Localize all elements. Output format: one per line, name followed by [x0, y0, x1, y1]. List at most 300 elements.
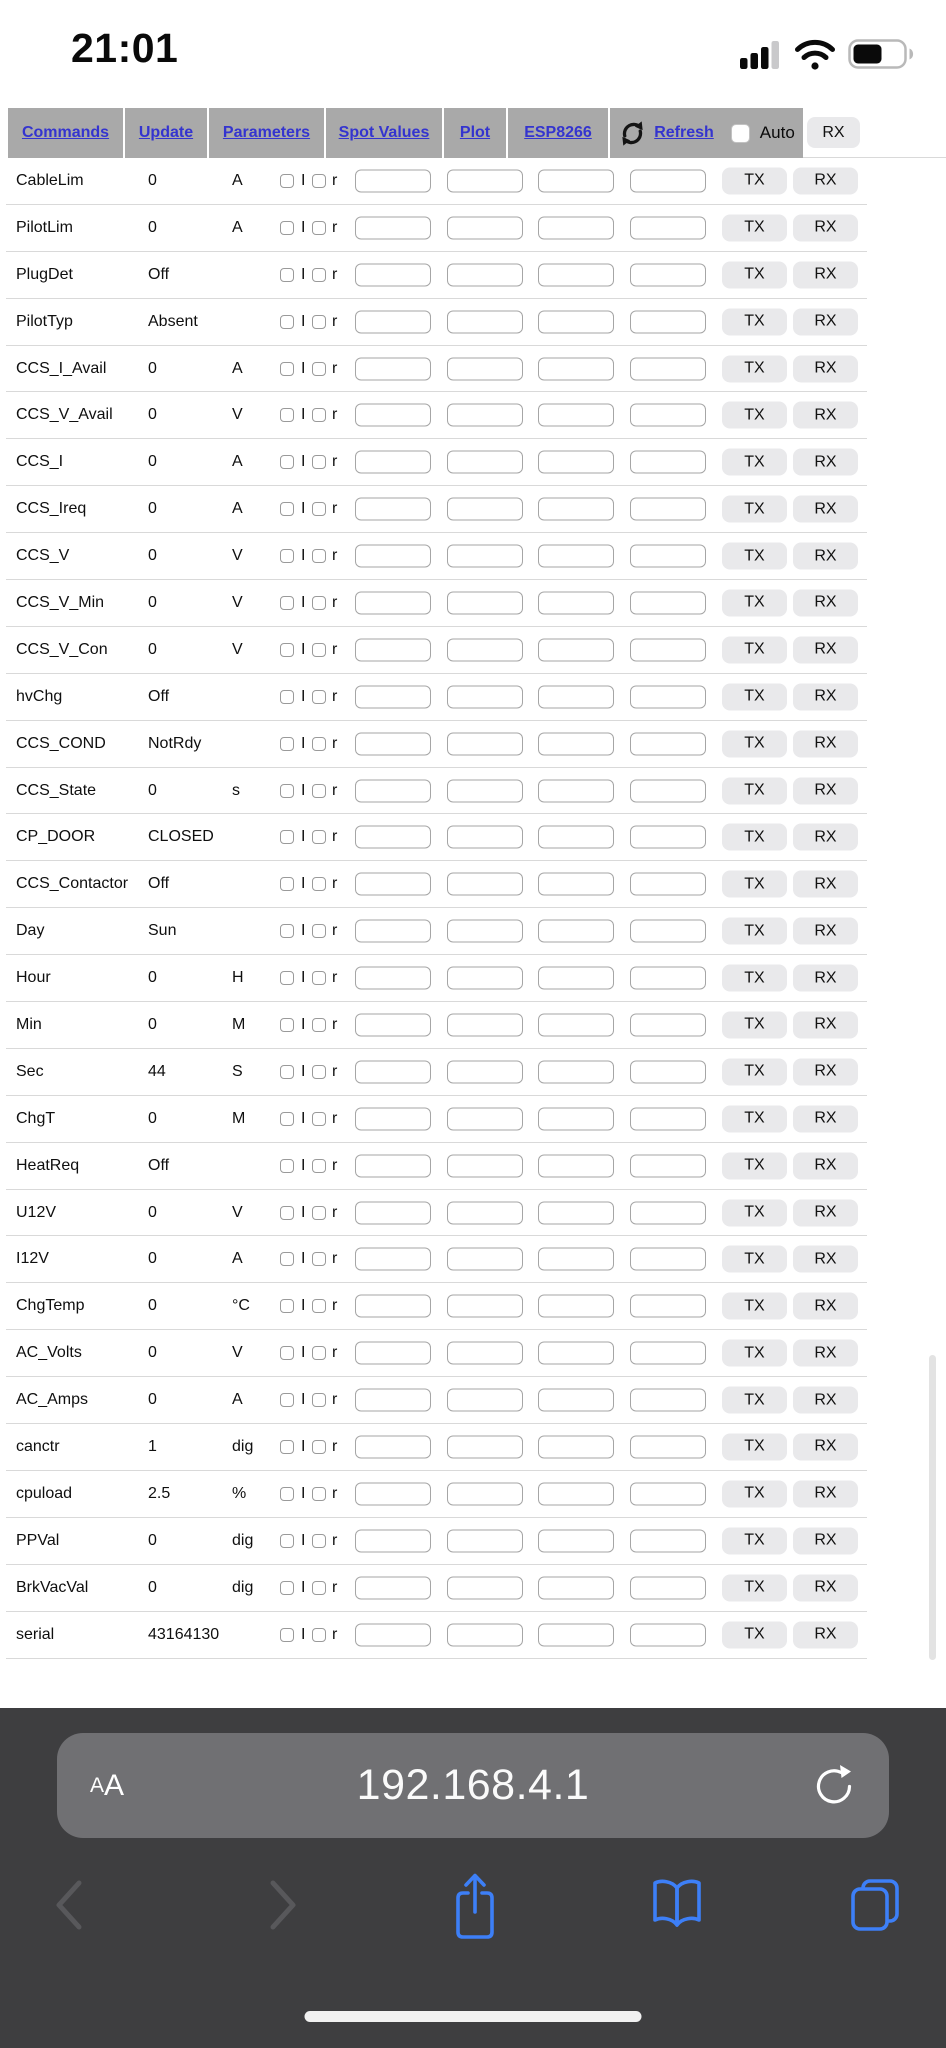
- nav-link-parameters[interactable]: Parameters: [222, 124, 311, 141]
- value-input-3[interactable]: [538, 498, 614, 521]
- value-input-4[interactable]: [630, 1623, 706, 1646]
- checkbox-I[interactable]: [280, 1112, 294, 1126]
- value-input-1[interactable]: [355, 1482, 431, 1505]
- value-input-3[interactable]: [538, 967, 614, 990]
- value-input-1[interactable]: [355, 1576, 431, 1599]
- rx-button[interactable]: RX: [793, 1480, 858, 1507]
- checkbox-I-label: I: [301, 593, 306, 611]
- value-input-4[interactable]: [630, 873, 706, 896]
- checkbox-I[interactable]: [280, 1206, 294, 1220]
- checkbox-I[interactable]: [280, 737, 294, 751]
- value-input-4[interactable]: [630, 1154, 706, 1177]
- value-input-1[interactable]: [355, 404, 431, 427]
- home-indicator[interactable]: [305, 2011, 642, 2022]
- value-input-2[interactable]: [447, 498, 523, 521]
- bookmarks-icon[interactable]: [649, 1876, 705, 1934]
- value-input-1[interactable]: [355, 967, 431, 990]
- checkbox-r-label: r: [332, 453, 338, 471]
- value-input-3[interactable]: [538, 732, 614, 755]
- value-input-1[interactable]: [355, 638, 431, 661]
- value-input-2[interactable]: [447, 1154, 523, 1177]
- rx-button[interactable]: RX: [793, 1621, 858, 1648]
- value-input-4[interactable]: [630, 1107, 706, 1130]
- value-input-1[interactable]: [355, 826, 431, 849]
- rx-button[interactable]: RX: [793, 355, 858, 382]
- value-input-2[interactable]: [447, 732, 523, 755]
- value-input-2[interactable]: [447, 1107, 523, 1130]
- rx-button[interactable]: RX: [793, 449, 858, 476]
- value-input-2[interactable]: [447, 967, 523, 990]
- value-input-3[interactable]: [538, 1623, 614, 1646]
- checkbox-r-label: r: [332, 828, 338, 846]
- value-input-3[interactable]: [538, 1201, 614, 1224]
- value-input-2[interactable]: [447, 1576, 523, 1599]
- value-input-4[interactable]: [630, 451, 706, 474]
- tx-button[interactable]: TX: [722, 1011, 787, 1038]
- value-input-3[interactable]: [538, 1482, 614, 1505]
- value-input-4[interactable]: [630, 498, 706, 521]
- checkbox-I[interactable]: [280, 1440, 294, 1454]
- checkbox-r[interactable]: [312, 1299, 326, 1313]
- checkbox-r[interactable]: [312, 502, 326, 516]
- param-name: CCS_I_Avail: [16, 359, 107, 377]
- value-input-1[interactable]: [355, 498, 431, 521]
- value-input-3[interactable]: [538, 1435, 614, 1458]
- checkbox-r[interactable]: [312, 643, 326, 657]
- rx-button[interactable]: RX: [793, 636, 858, 663]
- tx-button[interactable]: TX: [722, 918, 787, 945]
- value-input-1[interactable]: [355, 263, 431, 286]
- value-input-2[interactable]: [447, 920, 523, 943]
- param-value: 0: [148, 593, 157, 611]
- value-input-4[interactable]: [630, 591, 706, 614]
- value-input-1[interactable]: [355, 1060, 431, 1083]
- checkbox-I[interactable]: [280, 455, 294, 469]
- value-input-4[interactable]: [630, 1201, 706, 1224]
- checkbox-r[interactable]: [312, 362, 326, 376]
- value-input-3[interactable]: [538, 357, 614, 380]
- checkbox-r[interactable]: [312, 1018, 326, 1032]
- tx-button[interactable]: TX: [722, 824, 787, 851]
- value-input-2[interactable]: [447, 545, 523, 568]
- rx-button[interactable]: RX: [793, 1340, 858, 1367]
- checkbox-r-label: r: [332, 1578, 338, 1596]
- tx-button[interactable]: TX: [722, 636, 787, 663]
- checkbox-I[interactable]: [280, 971, 294, 985]
- rx-button[interactable]: RX: [793, 1011, 858, 1038]
- value-input-4[interactable]: [630, 638, 706, 661]
- checkbox-I[interactable]: [280, 784, 294, 798]
- checkbox-r[interactable]: [312, 455, 326, 469]
- rx-button[interactable]: RX: [793, 777, 858, 804]
- share-icon[interactable]: [449, 1870, 501, 1942]
- value-input-2[interactable]: [447, 1623, 523, 1646]
- tx-button[interactable]: TX: [722, 1387, 787, 1414]
- value-input-1[interactable]: [355, 1295, 431, 1318]
- checkbox-r[interactable]: [312, 221, 326, 235]
- refresh-link[interactable]: Refresh: [654, 124, 714, 141]
- rx-button[interactable]: RX: [793, 1387, 858, 1414]
- rx-button[interactable]: RX: [793, 167, 858, 194]
- tx-button[interactable]: TX: [722, 1199, 787, 1226]
- checkbox-I[interactable]: [280, 1581, 294, 1595]
- back-button[interactable]: [50, 1876, 88, 1934]
- tx-button[interactable]: TX: [722, 261, 787, 288]
- table-row: [6, 252, 867, 299]
- tx-button[interactable]: TX: [722, 1480, 787, 1507]
- checkbox-r[interactable]: [312, 1159, 326, 1173]
- tx-button[interactable]: TX: [722, 1340, 787, 1367]
- checkbox-r[interactable]: [312, 1206, 326, 1220]
- refresh-icon[interactable]: [618, 119, 647, 148]
- value-input-2[interactable]: [447, 1248, 523, 1271]
- checkbox-r-label: r: [332, 1531, 338, 1549]
- param-name: PPVal: [16, 1531, 60, 1549]
- auto-checkbox[interactable]: [731, 124, 750, 143]
- tx-button[interactable]: TX: [722, 965, 787, 992]
- checkbox-r[interactable]: [312, 1440, 326, 1454]
- tx-button[interactable]: TX: [722, 1574, 787, 1601]
- table-row: [6, 1283, 867, 1330]
- value-input-2[interactable]: [447, 263, 523, 286]
- value-input-2[interactable]: [447, 1435, 523, 1458]
- rx-button[interactable]: RX: [793, 1105, 858, 1132]
- value-input-4[interactable]: [630, 1342, 706, 1365]
- value-input-1[interactable]: [355, 169, 431, 192]
- value-input-4[interactable]: [630, 826, 706, 849]
- value-input-1[interactable]: [355, 310, 431, 333]
- rx-button[interactable]: RX: [793, 589, 858, 616]
- value-input-1[interactable]: [355, 920, 431, 943]
- value-input-2[interactable]: [447, 451, 523, 474]
- nav-link-esp8266[interactable]: ESP8266: [524, 124, 592, 141]
- checkbox-I[interactable]: [280, 830, 294, 844]
- tx-button[interactable]: TX: [722, 355, 787, 382]
- checkbox-r[interactable]: [312, 408, 326, 422]
- value-input-4[interactable]: [630, 1435, 706, 1458]
- checkbox-I[interactable]: [280, 1628, 294, 1642]
- rx-button[interactable]: RX: [793, 683, 858, 710]
- rx-button[interactable]: RX: [793, 1199, 858, 1226]
- checkbox-r-label: r: [332, 406, 338, 424]
- tx-button[interactable]: TX: [722, 1105, 787, 1132]
- nav-link-commands[interactable]: Commands: [21, 124, 110, 141]
- value-input-4[interactable]: [630, 779, 706, 802]
- refresh-cell: [610, 108, 803, 158]
- rx-button[interactable]: RX: [793, 918, 858, 945]
- tx-button[interactable]: TX: [722, 1058, 787, 1085]
- rx-button[interactable]: RX: [793, 1433, 858, 1460]
- checkbox-I[interactable]: [280, 1299, 294, 1313]
- nav-link-plot[interactable]: Plot: [459, 124, 491, 141]
- value-input-3[interactable]: [538, 1342, 614, 1365]
- checkbox-r[interactable]: [312, 784, 326, 798]
- value-input-2[interactable]: [447, 638, 523, 661]
- tx-button[interactable]: TX: [722, 1293, 787, 1320]
- tx-button[interactable]: TX: [722, 496, 787, 523]
- value-input-1[interactable]: [355, 1389, 431, 1412]
- header-rx-button[interactable]: RX: [807, 117, 860, 148]
- value-input-3[interactable]: [538, 1389, 614, 1412]
- value-input-1[interactable]: [355, 1529, 431, 1552]
- rx-button[interactable]: RX: [793, 1246, 858, 1273]
- checkbox-I[interactable]: [280, 174, 294, 188]
- table-row: [6, 299, 867, 346]
- checkbox-I[interactable]: [280, 1393, 294, 1407]
- value-input-3[interactable]: [538, 1248, 614, 1271]
- checkbox-r[interactable]: [312, 174, 326, 188]
- checkbox-I[interactable]: [280, 924, 294, 938]
- checkbox-r[interactable]: [312, 690, 326, 704]
- value-input-3[interactable]: [538, 1107, 614, 1130]
- value-input-1[interactable]: [355, 732, 431, 755]
- value-input-4[interactable]: [630, 685, 706, 708]
- checkbox-I[interactable]: [280, 1018, 294, 1032]
- value-input-1[interactable]: [355, 1013, 431, 1036]
- tx-button[interactable]: TX: [722, 1152, 787, 1179]
- checkbox-I[interactable]: [280, 596, 294, 610]
- value-input-4[interactable]: [630, 1389, 706, 1412]
- value-input-3[interactable]: [538, 779, 614, 802]
- value-input-1[interactable]: [355, 357, 431, 380]
- value-input-3[interactable]: [538, 920, 614, 943]
- value-input-1[interactable]: [355, 545, 431, 568]
- rx-button[interactable]: RX: [793, 308, 858, 335]
- checkbox-I[interactable]: [280, 362, 294, 376]
- rx-button[interactable]: RX: [793, 1527, 858, 1554]
- checkbox-r[interactable]: [312, 971, 326, 985]
- checkbox-r[interactable]: [312, 596, 326, 610]
- tx-button[interactable]: TX: [722, 730, 787, 757]
- value-input-3[interactable]: [538, 263, 614, 286]
- value-input-2[interactable]: [447, 1482, 523, 1505]
- checkbox-r[interactable]: [312, 1393, 326, 1407]
- checkbox-I[interactable]: [280, 268, 294, 282]
- checkbox-r[interactable]: [312, 1252, 326, 1266]
- tx-button[interactable]: TX: [722, 683, 787, 710]
- value-input-3[interactable]: [538, 1154, 614, 1177]
- value-input-1[interactable]: [355, 1342, 431, 1365]
- value-input-2[interactable]: [447, 1389, 523, 1412]
- forward-button[interactable]: [264, 1876, 302, 1934]
- value-input-1[interactable]: [355, 1623, 431, 1646]
- value-input-1[interactable]: [355, 1248, 431, 1271]
- value-input-2[interactable]: [447, 1529, 523, 1552]
- checkbox-I[interactable]: [280, 877, 294, 891]
- param-name: CP_DOOR: [16, 828, 96, 846]
- value-input-2[interactable]: [447, 310, 523, 333]
- rx-button[interactable]: RX: [793, 871, 858, 898]
- value-input-3[interactable]: [538, 451, 614, 474]
- checkbox-r[interactable]: [312, 1628, 326, 1642]
- value-input-1[interactable]: [355, 1201, 431, 1224]
- value-input-3[interactable]: [538, 545, 614, 568]
- value-input-1[interactable]: [355, 591, 431, 614]
- value-input-3[interactable]: [538, 216, 614, 239]
- tx-button[interactable]: TX: [722, 449, 787, 476]
- tx-button[interactable]: TX: [722, 1433, 787, 1460]
- value-input-4[interactable]: [630, 967, 706, 990]
- value-input-3[interactable]: [538, 1295, 614, 1318]
- checkbox-I[interactable]: [280, 1487, 294, 1501]
- value-input-3[interactable]: [538, 685, 614, 708]
- checkbox-I[interactable]: [280, 1065, 294, 1079]
- checkbox-r[interactable]: [312, 1534, 326, 1548]
- address-bar[interactable]: [57, 1733, 889, 1838]
- value-input-2[interactable]: [447, 779, 523, 802]
- value-input-4[interactable]: [630, 1248, 706, 1271]
- value-input-4[interactable]: [630, 310, 706, 333]
- rx-button[interactable]: RX: [793, 261, 858, 288]
- param-name: Sec: [16, 1062, 44, 1080]
- checkbox-r[interactable]: [312, 737, 326, 751]
- checkbox-r[interactable]: [312, 268, 326, 282]
- tx-button[interactable]: TX: [722, 1621, 787, 1648]
- value-input-2[interactable]: [447, 873, 523, 896]
- value-input-4[interactable]: [630, 357, 706, 380]
- checkbox-I[interactable]: [280, 408, 294, 422]
- rx-button[interactable]: RX: [793, 1293, 858, 1320]
- tx-button[interactable]: TX: [722, 1246, 787, 1273]
- value-input-4[interactable]: [630, 1576, 706, 1599]
- value-input-1[interactable]: [355, 1435, 431, 1458]
- value-input-2[interactable]: [447, 591, 523, 614]
- rx-button[interactable]: RX: [793, 1152, 858, 1179]
- checkbox-r-label: r: [332, 1484, 338, 1502]
- value-input-1[interactable]: [355, 216, 431, 239]
- checkbox-I-label: I: [301, 1203, 306, 1221]
- checkbox-I[interactable]: [280, 1252, 294, 1266]
- value-input-2[interactable]: [447, 685, 523, 708]
- value-input-2[interactable]: [447, 216, 523, 239]
- value-input-4[interactable]: [630, 1295, 706, 1318]
- value-input-3[interactable]: [538, 404, 614, 427]
- rx-button[interactable]: RX: [793, 496, 858, 523]
- value-input-2[interactable]: [447, 1295, 523, 1318]
- value-input-3[interactable]: [538, 826, 614, 849]
- value-input-4[interactable]: [630, 1060, 706, 1083]
- checkbox-I[interactable]: [280, 1534, 294, 1548]
- checkbox-r[interactable]: [312, 315, 326, 329]
- param-unit: dig: [232, 1531, 254, 1549]
- nav-link-spot-values[interactable]: Spot Values: [338, 124, 430, 141]
- checkbox-r[interactable]: [312, 830, 326, 844]
- value-input-4[interactable]: [630, 920, 706, 943]
- checkbox-r[interactable]: [312, 924, 326, 938]
- value-input-1[interactable]: [355, 451, 431, 474]
- value-input-2[interactable]: [447, 404, 523, 427]
- checkbox-I[interactable]: [280, 315, 294, 329]
- value-input-1[interactable]: [355, 873, 431, 896]
- rx-button[interactable]: RX: [793, 730, 858, 757]
- value-input-2[interactable]: [447, 357, 523, 380]
- value-input-2[interactable]: [447, 1342, 523, 1365]
- value-input-3[interactable]: [538, 638, 614, 661]
- rx-button[interactable]: RX: [793, 1574, 858, 1601]
- value-input-3[interactable]: [538, 1529, 614, 1552]
- param-unit: V: [232, 1344, 243, 1362]
- value-input-2[interactable]: [447, 169, 523, 192]
- value-input-3[interactable]: [538, 1013, 614, 1036]
- value-input-2[interactable]: [447, 1060, 523, 1083]
- rx-button[interactable]: RX: [793, 543, 858, 570]
- rx-button[interactable]: RX: [793, 214, 858, 241]
- checkbox-r-label: r: [332, 547, 338, 565]
- tx-button[interactable]: TX: [722, 167, 787, 194]
- rx-button[interactable]: RX: [793, 402, 858, 429]
- value-input-2[interactable]: [447, 1201, 523, 1224]
- tx-button[interactable]: TX: [722, 589, 787, 616]
- value-input-1[interactable]: [355, 1107, 431, 1130]
- tabs-icon[interactable]: [846, 1876, 904, 1934]
- checkbox-I[interactable]: [280, 221, 294, 235]
- value-input-4[interactable]: [630, 545, 706, 568]
- value-input-3[interactable]: [538, 873, 614, 896]
- value-input-4[interactable]: [630, 1482, 706, 1505]
- value-input-1[interactable]: [355, 1154, 431, 1177]
- value-input-4[interactable]: [630, 263, 706, 286]
- value-input-4[interactable]: [630, 169, 706, 192]
- tx-button[interactable]: TX: [722, 871, 787, 898]
- nav-link-update[interactable]: Update: [138, 124, 194, 141]
- rx-button[interactable]: RX: [793, 965, 858, 992]
- value-input-2[interactable]: [447, 826, 523, 849]
- param-unit: A: [232, 1250, 243, 1268]
- checkbox-I[interactable]: [280, 1159, 294, 1173]
- value-input-1[interactable]: [355, 685, 431, 708]
- reload-icon[interactable]: [811, 1763, 857, 1809]
- checkbox-r[interactable]: [312, 1346, 326, 1360]
- param-name: PilotTyp: [16, 312, 73, 330]
- tx-button[interactable]: TX: [722, 214, 787, 241]
- checkbox-r[interactable]: [312, 1065, 326, 1079]
- checkbox-I[interactable]: [280, 502, 294, 516]
- checkbox-r[interactable]: [312, 1487, 326, 1501]
- checkbox-I[interactable]: [280, 1346, 294, 1360]
- checkbox-I[interactable]: [280, 549, 294, 563]
- value-input-4[interactable]: [630, 1529, 706, 1552]
- page-scrollbar[interactable]: [929, 1355, 936, 1660]
- value-input-3[interactable]: [538, 310, 614, 333]
- value-input-4[interactable]: [630, 404, 706, 427]
- checkbox-r[interactable]: [312, 877, 326, 891]
- checkbox-r[interactable]: [312, 1112, 326, 1126]
- value-input-3[interactable]: [538, 169, 614, 192]
- value-input-3[interactable]: [538, 1060, 614, 1083]
- value-input-3[interactable]: [538, 591, 614, 614]
- value-input-4[interactable]: [630, 732, 706, 755]
- rx-button[interactable]: RX: [793, 1058, 858, 1085]
- wifi-icon: [794, 38, 836, 70]
- value-input-2[interactable]: [447, 1013, 523, 1036]
- checkbox-r[interactable]: [312, 549, 326, 563]
- rx-button[interactable]: RX: [793, 824, 858, 851]
- tx-button[interactable]: TX: [722, 1527, 787, 1554]
- tx-button[interactable]: TX: [722, 777, 787, 804]
- checkbox-I[interactable]: [280, 690, 294, 704]
- checkbox-I[interactable]: [280, 643, 294, 657]
- tx-button[interactable]: TX: [722, 543, 787, 570]
- parameter-table: [6, 158, 867, 1659]
- value-input-4[interactable]: [630, 1013, 706, 1036]
- checkbox-r[interactable]: [312, 1581, 326, 1595]
- value-input-4[interactable]: [630, 216, 706, 239]
- value-input-3[interactable]: [538, 1576, 614, 1599]
- value-input-1[interactable]: [355, 779, 431, 802]
- param-value: 0: [148, 1250, 157, 1268]
- tx-button[interactable]: TX: [722, 402, 787, 429]
- tx-button[interactable]: TX: [722, 308, 787, 335]
